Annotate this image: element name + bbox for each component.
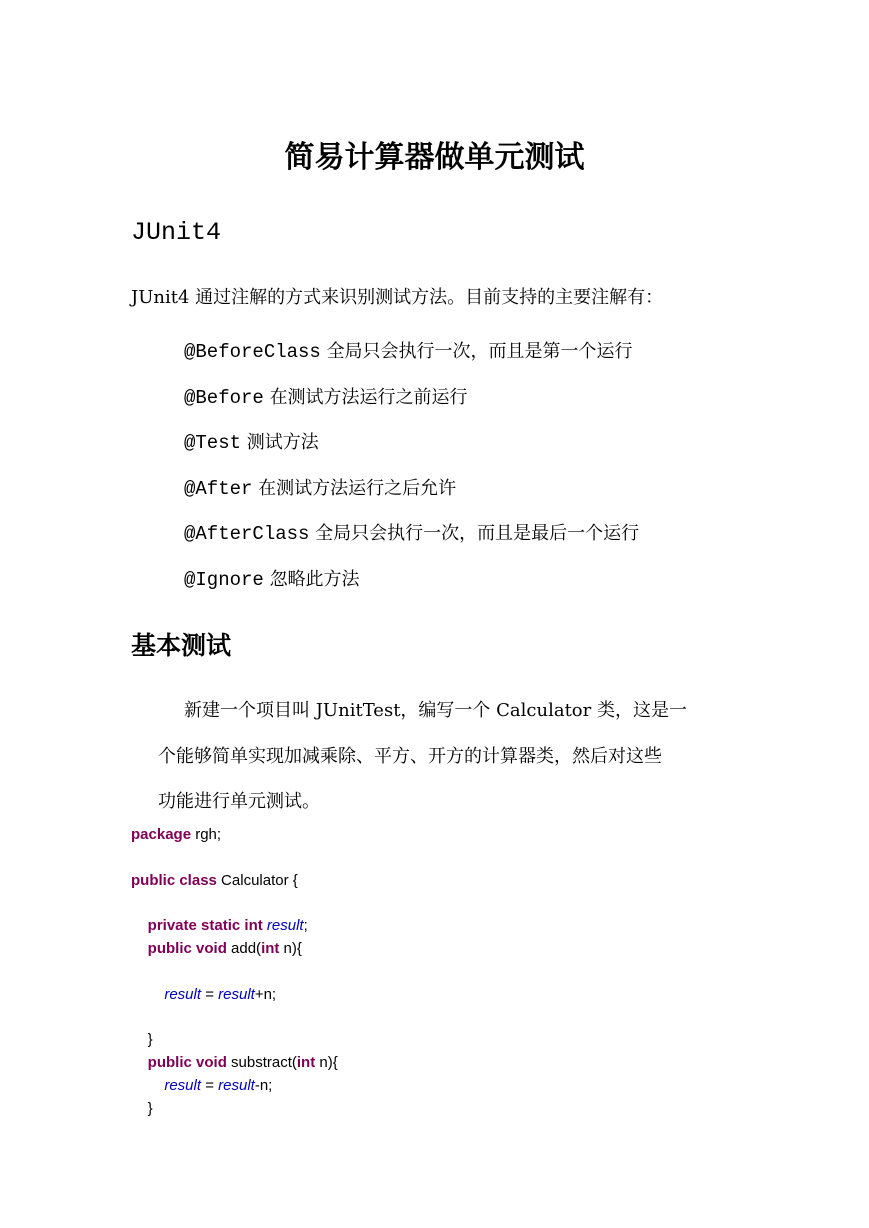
annotation-desc: 全局只会执行一次，而且是最后一个运行 [315,523,640,544]
annotation-item [184,476,456,502]
code-keyword: int [244,917,263,935]
annotation-desc: 测试方法 [246,432,319,453]
code-text: n){ [279,939,302,957]
code-line [131,870,338,893]
code-line [131,961,338,984]
code-text [131,917,148,934]
code-line [131,1075,338,1098]
annotation-tag: @BeforeClass [184,341,321,363]
section-heading-junit4: JUnit4 [131,218,222,247]
code-field: result [218,1076,255,1094]
code-line [131,1006,338,1029]
code-keyword: void [196,939,227,957]
code-line [131,984,338,1007]
code-text: rgh; [191,826,222,843]
code-keyword: int [261,939,280,957]
code-text [131,986,164,1003]
code-line [131,847,338,870]
code-line [131,915,338,938]
annotation-item [184,430,319,456]
code-text: } [131,1099,153,1117]
code-keyword: int [296,1053,316,1071]
code-text: = [201,1076,219,1094]
code-line [131,824,338,847]
code-text: substract( [226,1053,297,1071]
code-keyword: void [196,1053,227,1071]
code-keyword: class [179,871,217,889]
code-text: } [131,1031,153,1049]
paragraph-line: 新建一个项目叫 JUnitTest，编写一个 Calculator 类，这是一 [184,700,687,721]
code-keyword: static [201,917,241,935]
annotation-tag: @AfterClass [184,523,310,545]
code-keyword: private [147,917,197,935]
annotation-tag: @Test [184,432,242,454]
code-field: result [164,1076,202,1094]
paragraph-line: 个能够简单实现加减乘除、平方、开方的计算器类，然后对这些 [158,746,662,767]
code-text: Calculator { [216,871,298,889]
paragraph-line: 功能进行单元测试。 [158,791,320,812]
code-line [131,1052,338,1075]
code-text [131,1077,164,1094]
page-title: 简易计算器做单元测试 [284,140,585,175]
annotation-desc: 在测试方法运行之前运行 [269,387,468,408]
code-keyword: package [131,826,192,843]
code-line [131,1029,338,1052]
annotation-item [184,385,468,411]
code-text: n){ [315,1053,338,1071]
code-text: add( [226,939,262,957]
code-keyword: public [147,1053,192,1071]
junit4-intro: JUnit4 通过注解的方式来识别测试方法。目前支持的主要注解有： [131,287,664,308]
annotation-desc: 在测试方法运行之后允许 [258,478,457,499]
code-line [131,892,338,915]
code-text: -n; [254,1076,273,1094]
code-text: ; [303,917,308,935]
code-keyword: public [147,939,192,957]
code-block [131,824,338,1120]
annotation-tag: @Ignore [184,569,264,591]
code-line [131,1098,338,1121]
annotation-item [184,567,360,593]
code-text: = [201,985,219,1003]
annotation-tag: @Before [184,387,264,409]
code-field: result [266,917,304,935]
section-heading-basic-test: 基本测试 [131,631,232,660]
code-field: result [218,985,255,1003]
code-line [131,938,338,961]
annotation-desc: 忽略此方法 [269,569,360,590]
code-text: +n; [254,985,277,1003]
annotation-tag: @After [184,478,253,500]
code-text [131,940,148,957]
annotation-item [184,521,639,547]
annotation-item [184,339,633,365]
code-keyword: public [131,871,176,889]
code-field: result [164,985,202,1003]
code-text [131,1054,148,1071]
annotation-desc: 全局只会执行一次，而且是第一个运行 [326,341,633,362]
